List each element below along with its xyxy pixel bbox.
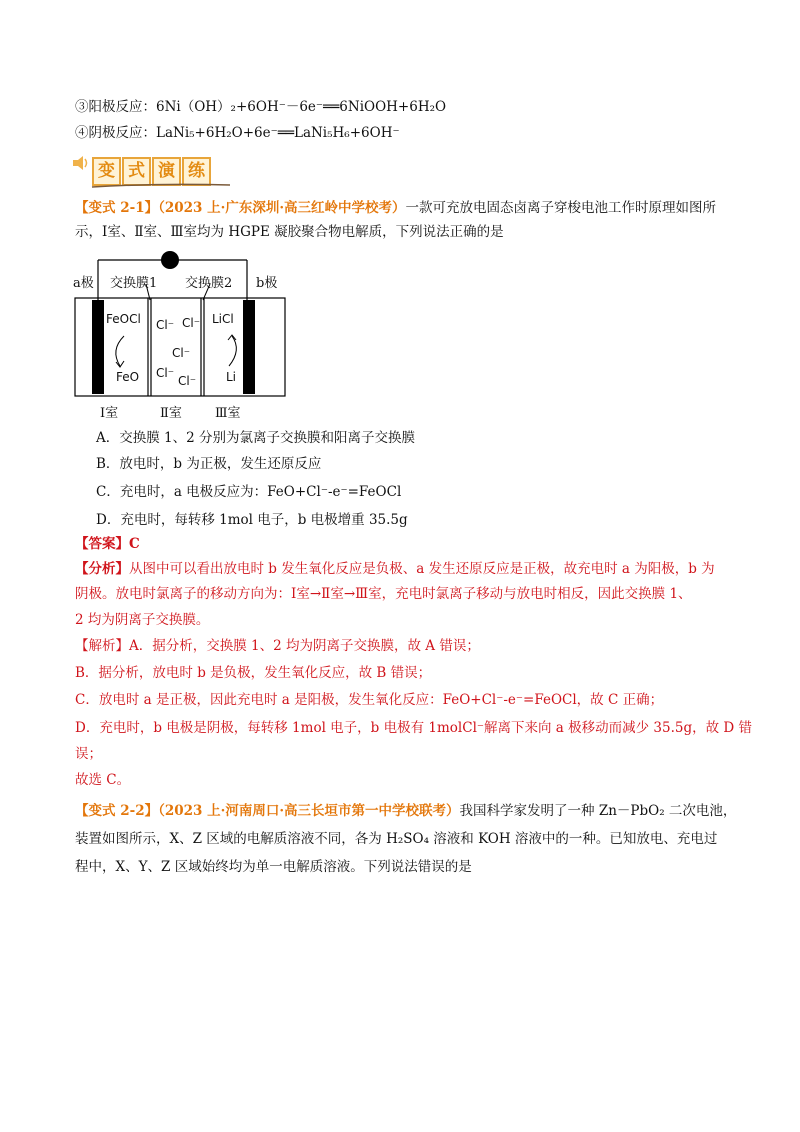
li-label: Li [226,370,237,384]
q1-stem-line2: 示，Ⅰ室、Ⅱ室、Ⅲ室均为 HGPE 凝胶聚合物电解质，下列说法正确的是 [75,224,504,240]
q1-stem-text: 一款可充放电固态卤离子穿梭电池工作时原理如图所 [405,200,717,216]
battery-diagram [70,248,300,423]
analysis-tag: 【分析】 [75,561,129,577]
q1-option-b: B．放电时，b 为正极，发生还原反应 [96,456,322,472]
q2-stem-text: 我国科学家发明了一种 Zn－PbO₂ 二次电池， [459,803,737,819]
q2-stem-line2: 装置如图所示，X、Z 区域的电解质溶液不同，各为 H₂SO₄ 溶液和 KOH 溶液中的一种。已知放电、充电过 [75,831,718,847]
licl-label: LiCl [212,312,234,326]
chloride-ion: Cl⁻ [172,346,191,360]
chloride-ion: Cl⁻ [182,316,201,330]
q2-tag: 【变式 2-2】 [75,803,159,819]
q2-source: （2023 上·河南周口·高三长垣市第一中学校联考） [158,803,460,819]
chamber3-label: Ⅲ室 [215,406,241,421]
q1-explain-a: 【解析】A．据分析，交换膜 1、2 均为阴离子交换膜，故 A 错误； [75,638,480,654]
chloride-ion: Cl⁻ [156,318,175,332]
chloride-ion: Cl⁻ [156,366,175,380]
chloride-ion: Cl⁻ [178,374,197,388]
feocl-label: FeOCl [106,312,141,326]
q1-option-c: C．充电时，a 电极反应为：FeO+Cl⁻-e⁻=FeOCl [96,484,402,500]
q2-stem-line3: 程中，X、Y、Z 区域始终均为单一电解质溶液。下列说法错误的是 [75,859,472,875]
q2-stem-line1 [75,801,736,821]
q1-explain-b: B．据分析，放电时 b 是负极，发生氧化反应，故 B 错误； [75,665,432,681]
banner-char-1: 变 [92,157,121,186]
q1-stem-line1 [75,198,716,218]
q1-tag: 【变式 2-1】 [75,200,159,216]
banner-char-4: 练 [182,157,211,186]
electrode-b-label: b极 [256,276,278,291]
reaction-cathode: ④阴极反应：LaNi₅+6H₂O+6e⁻══LaNi₅H₆+6OH⁻ [75,125,400,141]
q1-explain-d2: 误； [75,746,102,762]
banner-char-2: 式 [122,157,151,186]
speaker-icon [70,153,90,173]
q1-option-a: A．交换膜 1、2 分别为氯离子交换膜和阳离子交换膜 [96,430,416,446]
practice-banner [70,153,220,187]
q1-explain-d1: D．充电时，b 电极是阴极，每转移 1mol 电子，b 电极有 1molCl⁻解离下来向 a 极移动而减少 35.5g，故 D 错 [75,720,753,736]
q1-source: （2023 上·广东深圳·高三红岭中学校考） [158,200,406,216]
feo-label: FeO [116,370,140,384]
q1-explain-c: C．放电时 a 是正极，因此充电时 a 是阳极，发生氧化反应：FeO+Cl⁻-e⁻=FeOCl，故 C 正确； [75,692,664,708]
analysis-text: 从图中可以看出放电时 b 发生氧化反应是负极、a 发生还原反应是正极，故充电时 a 为阳极，b 为 [129,561,715,577]
chamber1-label: Ⅰ室 [100,406,119,421]
chamber2-label: Ⅱ室 [160,406,182,421]
membrane2-label: 交换膜2 [185,276,233,291]
q1-analysis-line1 [75,559,715,579]
q1-analysis-line3: 2 均为阴离子交换膜。 [75,612,210,628]
reaction-anode: ③阳极反应：6Ni（OH）₂+6OH⁻－6e⁻══6NiOOH+6H₂O [75,99,447,115]
q1-option-d: D．充电时，每转移 1mol 电子，b 电极增重 35.5g [96,512,408,528]
membrane1-label: 交换膜1 [110,276,158,291]
electrode-a-label: a极 [73,276,94,291]
banner-char-3: 演 [152,157,181,186]
swoosh-decoration [90,181,240,191]
q1-analysis-line2: 阴极。放电时氯离子的移动方向为：Ⅰ室→Ⅱ室→Ⅲ室，充电时氯离子移动与放电时相反，因此交换膜 1、 [75,586,692,602]
q1-conclusion: 故选 C。 [75,772,131,788]
q1-answer: 【答案】C [75,536,140,552]
